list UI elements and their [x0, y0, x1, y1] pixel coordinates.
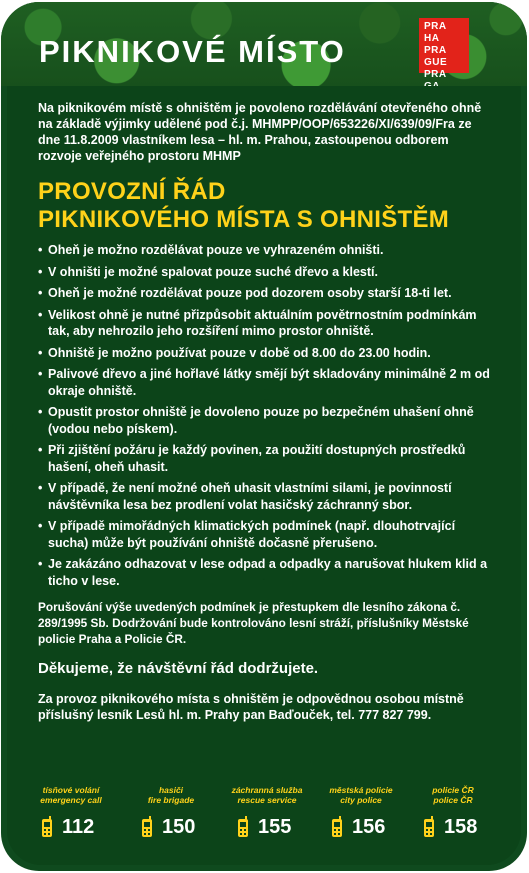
- emergency-label-en: rescue service: [237, 795, 297, 805]
- emergency-label-cz: tísňové volání: [42, 785, 100, 795]
- emergency-label-en: city police: [340, 795, 382, 805]
- intro-text: Na piknikovém místě s ohništěm je povoleno rozdělávání otevřeného ohně na základě výjimky udělené pod č.j. MHMPP/OOP/653226/XI/639/09/Fra ze dne 11.8.2009 vlastníkem lesa – hl. m. Prahou, zastoupenou odborem rozvoje veřejného prostoru MHMP: [38, 101, 482, 163]
- bullet: •: [38, 405, 43, 419]
- emergency-numbers: [26, 785, 496, 845]
- rules-list: [38, 242, 494, 589]
- rule-text: V ohništi je možné spalovat pouze suché dřevo a klestí.: [48, 264, 378, 279]
- sign-header: [1, 2, 527, 86]
- emergency-item: [126, 785, 216, 838]
- emergency-row: [422, 815, 502, 841]
- emergency-label-cz: městská policie: [329, 785, 393, 795]
- rule-text: Při zjištění požáru je každý povinen, za použití dostupných prostředků hašení, oheň uhasit.: [48, 443, 466, 474]
- heading-line-2: PIKNIKOVÉHO MÍSTA S OHNIŠTĚM: [38, 206, 450, 233]
- rule-item: [38, 307, 494, 340]
- operator-text: Za provoz piknikového místa s ohništěm je odpovědnou osobou místně příslušný lesník Lesů hl. m. Prahy pan Baďouček, tel. 777 827 799.: [38, 692, 464, 722]
- emergency-item: [408, 785, 498, 838]
- emergency-row: [140, 815, 220, 841]
- emergency-number[interactable]: 112: [62, 816, 95, 838]
- rule-text: Oheň je možno rozdělávat pouze ve vyhrazeném ohništi.: [48, 243, 384, 257]
- emergency-row: [236, 815, 316, 841]
- rule-item: [38, 442, 494, 475]
- emergency-number[interactable]: 156: [352, 816, 386, 838]
- sign-body: [38, 100, 494, 723]
- emergency-row: [330, 815, 410, 841]
- rule-item: [38, 404, 494, 437]
- phone-icon: [140, 816, 154, 838]
- rule-text: Velikost ohně je nutné přizpůsobit aktuálním povětrnostním podmínkám tak, aby nehrozilo jeho rozšíření mimo prostor ohniště.: [48, 307, 477, 338]
- logo-line: PRA HA: [424, 21, 447, 44]
- sign-title: PIKNIKOVÉ MÍSTO: [39, 34, 346, 69]
- bullet: •: [38, 243, 43, 257]
- phone-icon: [40, 816, 54, 838]
- phone-icon: [422, 816, 436, 838]
- rule-item: [38, 345, 494, 362]
- rule-item: [38, 518, 494, 551]
- rule-text: V případě mimořádných klimatických podmínek (např. dlouhotrvající sucha) může být používání ohniště dočasně přerušeno.: [48, 519, 456, 550]
- emergency-label-en: police ČR: [433, 795, 473, 805]
- emergency-row: [40, 815, 120, 841]
- rule-item: [38, 242, 494, 259]
- emergency-number[interactable]: 158: [444, 816, 478, 838]
- phone-icon: [330, 816, 344, 838]
- warning-text: Porušování výše uvedených podmínek je přestupkem dle lesního zákona č. 289/1995 Sb. Dodržování bude kontrolováno lesní stráží, příslušníky Městské policie Praha a Policie ČR.: [38, 600, 469, 646]
- phone-icon: [236, 816, 250, 838]
- emergency-label-cz: hasiči: [158, 785, 184, 795]
- thanks-text: Děkujeme, že návštěvní řád dodržujete.: [38, 660, 319, 677]
- bullet: •: [38, 367, 43, 381]
- rules-heading: [38, 178, 494, 234]
- emergency-number[interactable]: 155: [258, 816, 292, 838]
- bullet: •: [38, 557, 43, 571]
- rule-item: [38, 285, 494, 302]
- bullet: •: [38, 443, 43, 457]
- rule-text: Palivové dřevo a jiné hořlavé látky smějí být skladovány minimálně 2 m od okraje ohniště.: [48, 367, 490, 398]
- rule-text: Ohniště je možno používat pouze v době od 8.00 do 23.00 hodin.: [48, 345, 431, 360]
- rule-text: Oheň je možné rozdělávat pouze pod dozorem osoby starší 18-ti let.: [48, 286, 452, 300]
- bullet: •: [38, 286, 43, 300]
- bullet: •: [38, 481, 43, 495]
- rule-text: V případě, že není možné oheň uhasit vlastními silami, je povinností návštěvníka lesa bez prodlení volat hasičský záchranný sbor.: [48, 481, 452, 512]
- rule-item: [38, 480, 494, 513]
- logo-line: PRA GUE: [424, 45, 448, 68]
- emergency-number[interactable]: 150: [162, 816, 196, 838]
- rule-item: [38, 556, 494, 589]
- praha-logo: [419, 18, 469, 80]
- emergency-label-cz: policie ČR: [432, 785, 474, 795]
- bullet: •: [38, 307, 43, 322]
- logo-line: PRA: [424, 69, 447, 80]
- rule-item: [38, 264, 494, 281]
- bullet: •: [38, 264, 43, 279]
- emergency-label-en: emergency call: [40, 795, 102, 805]
- heading-line-1: PROVOZNÍ ŘÁD: [38, 178, 226, 205]
- emergency-item: [26, 785, 116, 838]
- bullet: •: [38, 519, 43, 533]
- rule-text: Opustit prostor ohniště je dovoleno pouze po bezpečném uhašení ohně (vodou nebo pískem).: [48, 405, 474, 436]
- rule-text: Je zakázáno odhazovat v lese odpad a odpadky a narušovat hlukem klid a ticho v lese.: [48, 557, 488, 588]
- rule-item: [38, 366, 494, 399]
- emergency-item: [316, 785, 406, 838]
- emergency-label-en: fire brigade: [147, 795, 195, 805]
- bullet: •: [38, 345, 43, 360]
- emergency-item: [222, 785, 312, 838]
- emergency-label-cz: záchranná služba: [231, 785, 303, 795]
